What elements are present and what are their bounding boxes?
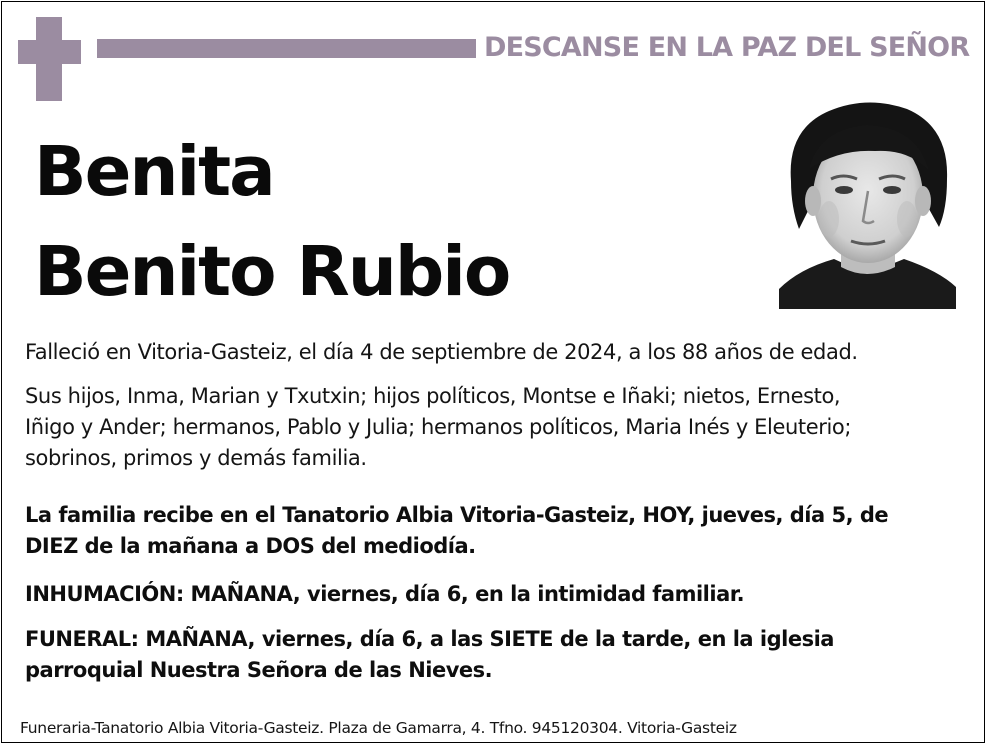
death-line: Falleció en Vitoria-Gasteiz, el día 4 de septiembre de 2024, a los 88 años de edad. xyxy=(25,340,858,364)
funeral-home-footer: Funeraria-Tanatorio Albia Vitoria-Gasteiz. Plaza de Gamarra, 4. Tfno. 945120304. Vitoria-Gasteiz xyxy=(20,719,737,737)
header-title: DESCANSE EN LA PAZ DEL SEÑOR xyxy=(484,32,970,63)
funeral-line: FUNERAL: MAÑANA, viernes, día 6, a las SIETE de la tarde, en la iglesia xyxy=(25,627,834,651)
deceased-surnames: Benito Rubio xyxy=(34,232,510,312)
header-rule xyxy=(97,39,476,58)
deceased-first-name: Benita xyxy=(34,132,274,212)
wake-line: DIEZ de la mañana a DOS del mediodía. xyxy=(25,534,476,558)
family-line: sobrinos, primos y demás familia. xyxy=(25,446,367,470)
wake-paragraph xyxy=(25,500,970,562)
family-line: Iñigo y Ander; hermanos, Pablo y Julia; hermanos políticos, Maria Inés y Eleuterio; xyxy=(25,415,852,439)
burial-paragraph xyxy=(25,579,970,610)
burial-line: INHUMACIÓN: MAÑANA, viernes, día 6, en la intimidad familiar. xyxy=(25,582,745,606)
funeral-line: parroquial Nuestra Señora de las Nieves. xyxy=(25,658,493,682)
death-statement xyxy=(25,337,970,368)
family-paragraph xyxy=(25,381,970,474)
funeral-paragraph xyxy=(25,624,970,686)
family-line: Sus hijos, Inma, Marian y Txutxin; hijos políticos, Montse e Iñaki; nietos, Ernesto, xyxy=(25,384,841,408)
portrait-photo xyxy=(779,99,956,309)
cross-horizontal-bar xyxy=(18,40,81,64)
wake-line: La familia recibe en el Tanatorio Albia Vitoria-Gasteiz, HOY, jueves, día 5, de xyxy=(25,503,889,527)
